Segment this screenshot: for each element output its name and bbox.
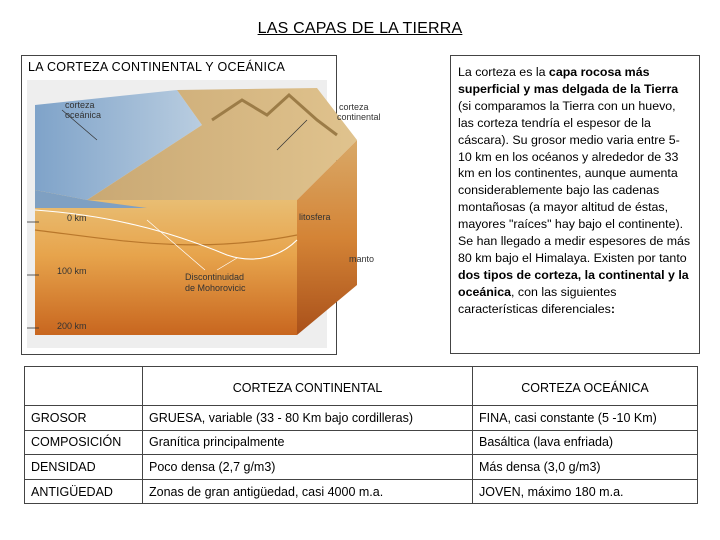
label-moho-2: de Mohorovicic — [185, 283, 246, 293]
row-label: COMPOSICIÓN — [25, 430, 143, 455]
desc-bold-2: dos tipos de corteza, la continental y la oceánica — [458, 267, 689, 299]
table-row — [25, 455, 698, 480]
table-row — [25, 406, 698, 431]
page-title: LAS CAPAS DE LA TIERRA — [257, 20, 463, 37]
desc-part-3: , con las siguientes características diferenciales — [458, 284, 617, 316]
block-front-face — [35, 190, 297, 335]
label-continental-2: continental — [337, 112, 381, 122]
header-oceanic: CORTEZA OCEÁNICA — [473, 367, 698, 406]
label-depth-200: 200 km — [57, 321, 87, 331]
comparison-table — [24, 366, 698, 504]
header-continental: CORTEZA CONTINENTAL — [143, 367, 473, 406]
crust-description — [450, 55, 700, 354]
cell-oceanic: Basáltica (lava enfriada) — [473, 430, 698, 455]
cell-continental: GRUESA, variable (33 - 80 Km bajo cordilleras) — [143, 406, 473, 431]
table-row — [25, 479, 698, 504]
cell-oceanic: JOVEN, máximo 180 m.a. — [473, 479, 698, 504]
row-label: GROSOR — [25, 406, 143, 431]
figure-subtitle: LA CORTEZA CONTINENTAL Y OCEÁNICA — [28, 60, 286, 74]
label-manto: manto — [349, 254, 375, 264]
label-continental-1: corteza — [339, 102, 369, 112]
label-oceanic-1: corteza — [65, 100, 95, 110]
cell-continental: Poco densa (2,7 g/m3) — [143, 455, 473, 480]
cell-oceanic: Más densa (3,0 g/m3) — [473, 455, 698, 480]
cell-oceanic: FINA, casi constante (5 -10 Km) — [473, 406, 698, 431]
desc-part-2: (si comparamos la Tierra con un huevo, las corteza tendría el espesor de la cáscara). Su grosor medio varia entre 5-10 km en los océanos y alrededor de 33 km en los continentes, aunque aumenta considerablemente bajo las cadenas montañosas (a mayor altitud de éstas, mayores "raíces" hay bajo el continente). Se han llegado a medir espesores de más 80 km bajo el Himalaya. Existen por tanto — [458, 98, 691, 265]
label-moho-1: Discontinuidad — [185, 272, 245, 282]
row-label: DENSIDAD — [25, 455, 143, 480]
header-empty — [25, 367, 143, 406]
table-header-row — [25, 367, 698, 406]
desc-part-1: La corteza es la — [458, 65, 549, 79]
cell-continental: Zonas de gran antigüedad, casi 4000 m.a. — [143, 479, 473, 504]
cell-continental: Granítica principalmente — [143, 430, 473, 455]
row-label: ANTIGÜEDAD — [25, 479, 143, 504]
earth-crust-block-diagram — [27, 80, 407, 348]
label-litosfera: litosfera — [299, 212, 331, 222]
label-oceanic-2: oceánica — [65, 110, 102, 120]
desc-bold-3: : — [610, 301, 616, 316]
desc-bold-1: capa rocosa más superficial y mas delgada de la Tierra — [458, 65, 679, 96]
label-depth-100: 100 km — [57, 266, 87, 276]
label-depth-0: 0 km — [67, 213, 87, 223]
table-row — [25, 430, 698, 455]
